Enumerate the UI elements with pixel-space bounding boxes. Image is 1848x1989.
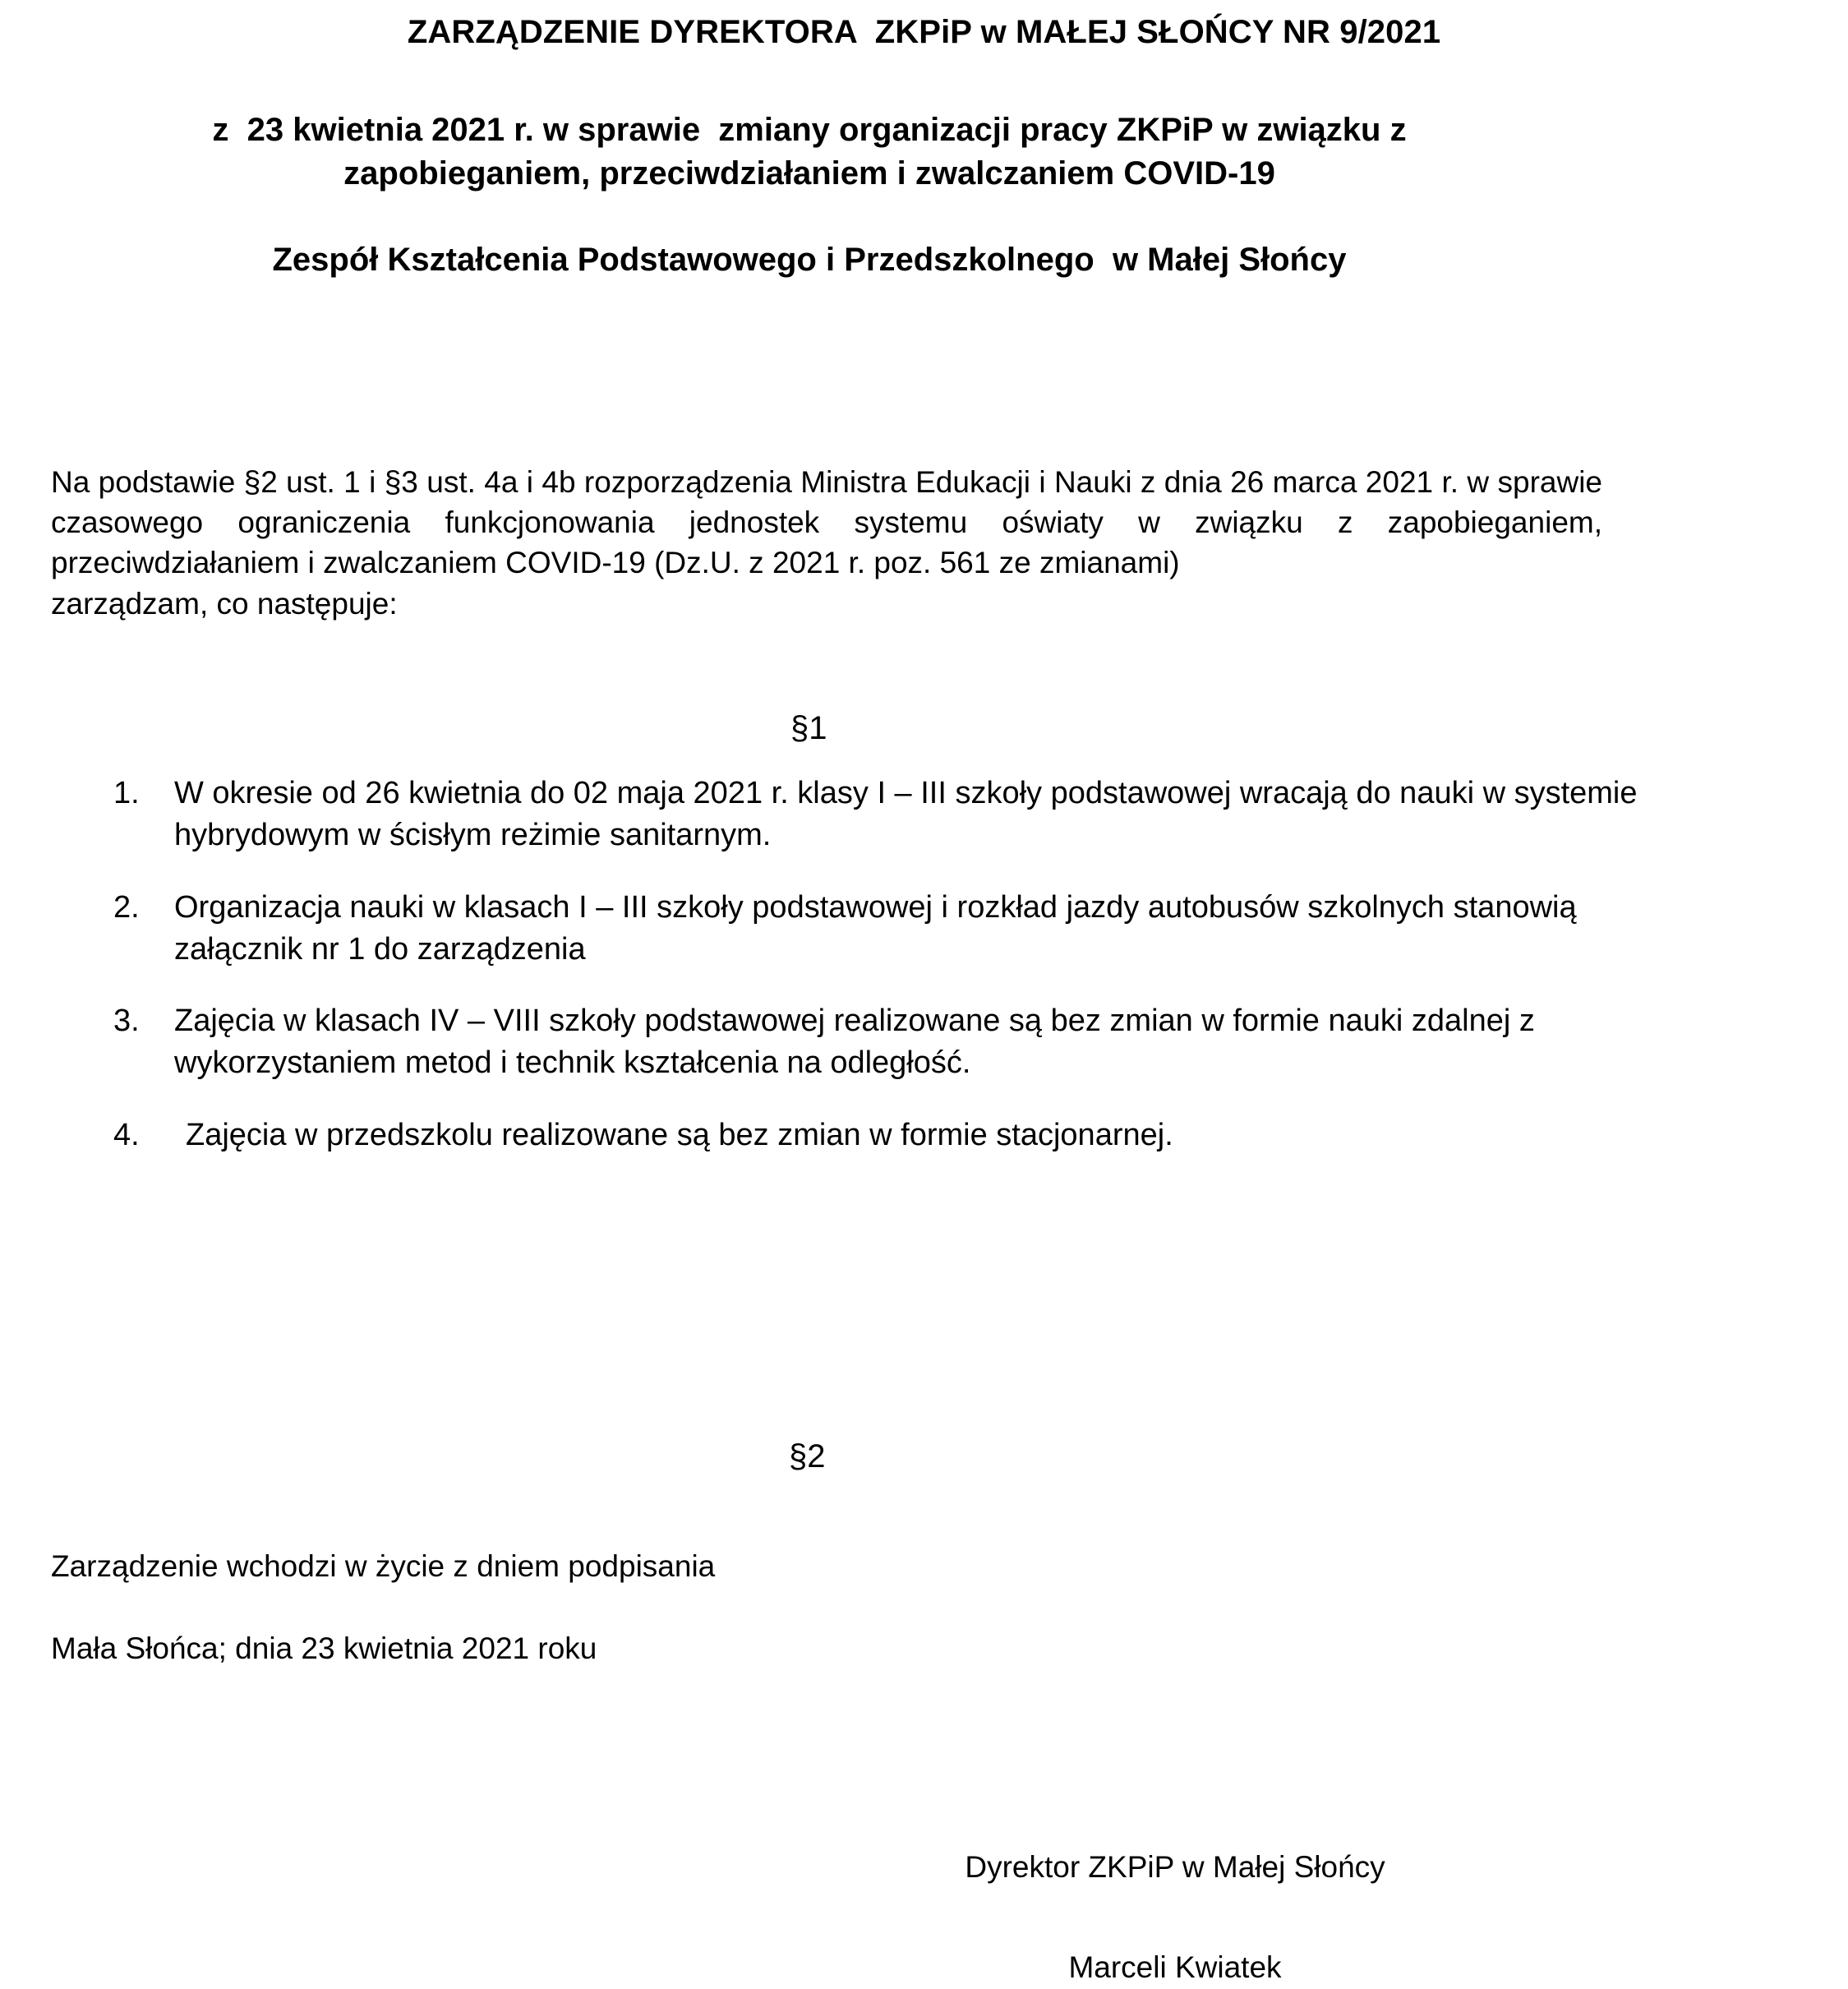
organization-name: Zespół Kształcenia Podstawowego i Przedszkolnego w Małej Słońcy [272,242,1347,278]
document-subtitle [74,108,1545,196]
list-item-text: Zajęcia w klasach IV – VIII szkoły podstawowej realizowane są bez zmian w formie nauki zdalnej z wykorzystaniem metod i technik kształcenia na odległość. [174,1004,1535,1081]
signature-name: Marceli Kwiatek [1068,1950,1282,1985]
preamble-closing: zarządzam, co następuje: [51,586,398,621]
list-item-text: Organizacja nauki w klasach I – III szkoły podstawowej i rozkład jazdy autobusów szkolnych stanowią załącznik nr 1 do zarządzenia [174,889,1577,967]
list-item-number: 3. [113,1004,140,1039]
list-item-text: W okresie od 26 kwietnia do 02 maja 2021 r. klasy I – III szkoły podstawowej wracają do nauki w systemie hybrydowym w ścisłym reżimie sanitarnym. [174,776,1638,853]
section-marker-2: §2 [789,1438,826,1474]
list-item-number: 2. [113,889,140,925]
signature-role: Dyrektor ZKPiP w Małej Słońcy [965,1850,1385,1884]
document-subtitle-line-1: z 23 kwietnia 2021 r. w sprawie zmiany organizacji pracy ZKPiP w związku z [212,112,1407,148]
list-item [0,773,1848,857]
place-and-date: Mała Słońca; dnia 23 kwietnia 2021 roku [51,1631,597,1665]
list-item [0,887,1848,971]
list-item-number: 4. [113,1117,140,1152]
clause-list [0,773,1848,1186]
preamble-block [51,462,1602,624]
list-item [0,1114,1848,1156]
list-item-text: Zajęcia w przedszkolu realizowane są bez zmian w formie stacjonarnej. [186,1117,1173,1152]
section-marker-1: §1 [790,710,827,746]
preamble-text: Na podstawie §2 ust. 1 i §3 ust. 4a i 4b rozporządzenia Ministra Edukacji i Nauki z dnia 26 marca 2021 r. w sprawie czasowego ograniczenia funkcjonowania jednostek systemu oświaty w związku z zapobieganiem, przeciwdziałaniem i zwalczaniem COVID-19 (Dz.U. z 2021 r. poz. 561 ze zmianami) [51,465,1602,580]
page-title: ZARZĄDZENIE DYREKTORA ZKPiP w MAŁEJ SŁOŃCY NR 9/2021 [407,14,1441,50]
list-item [0,1000,1848,1085]
effective-date-statement: Zarządzenie wchodzi w życie z dniem podpisania [51,1549,716,1583]
document-subtitle-line-2: zapobieganiem, przeciwdziałaniem i zwalczaniem COVID-19 [343,155,1275,192]
list-item-number: 1. [113,776,140,810]
signature-block [887,1848,1463,1987]
